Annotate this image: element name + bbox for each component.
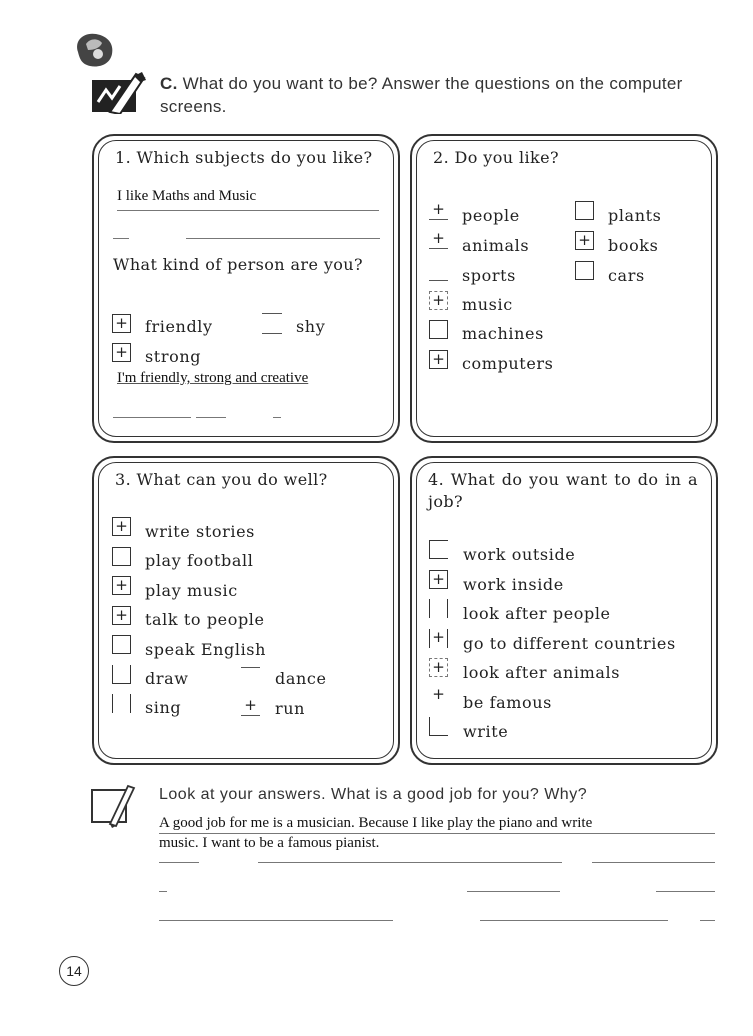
screen2-question: 2. Do you like? bbox=[433, 148, 559, 167]
checkbox-cars[interactable] bbox=[575, 261, 594, 280]
option-books: books bbox=[608, 236, 659, 255]
option-dance: dance bbox=[275, 669, 327, 688]
answer-line bbox=[196, 417, 226, 418]
option-shy: shy bbox=[296, 317, 326, 336]
exercise-instruction-text: What do you want to be? Answer the questions on the computer screens. bbox=[160, 74, 683, 116]
corner-decoration-icon bbox=[72, 30, 116, 74]
screen1-answer2-text: I'm friendly, strong and creative bbox=[117, 370, 309, 386]
screen4-question: 4. What do you want to do in a job? bbox=[428, 470, 698, 511]
checkbox-sing[interactable] bbox=[112, 694, 131, 713]
screen3-question: 3. What can you do well? bbox=[115, 470, 328, 489]
answer-line bbox=[117, 210, 379, 211]
checkbox-draw[interactable] bbox=[112, 665, 131, 684]
option-draw: draw bbox=[145, 669, 189, 688]
screen1-question1: 1. Which subjects do you like? bbox=[115, 148, 373, 167]
option-play-football: play football bbox=[145, 551, 254, 570]
screen-2 bbox=[410, 134, 718, 443]
option-look-after-people: look after people bbox=[463, 604, 611, 623]
option-play-music: play music bbox=[145, 581, 238, 600]
option-run: run bbox=[275, 699, 306, 718]
option-be-famous: be famous bbox=[463, 693, 552, 712]
checkbox-look-after-people[interactable] bbox=[429, 599, 448, 618]
writing-notebook-icon bbox=[88, 784, 148, 832]
checkbox-run[interactable]: + bbox=[241, 697, 260, 716]
checkbox-friendly[interactable]: + bbox=[112, 314, 131, 333]
checkbox-work-inside[interactable]: + bbox=[429, 570, 448, 589]
writing-prompt: Look at your answers. What is a good job for you? Why? bbox=[159, 786, 588, 803]
checkbox-be-famous[interactable]: + bbox=[432, 685, 445, 703]
screen1-question2: What kind of person are you? bbox=[113, 255, 363, 274]
answer-line bbox=[159, 920, 393, 921]
option-talk-to-people: talk to people bbox=[145, 610, 265, 629]
option-work-inside: work inside bbox=[463, 575, 564, 594]
screen-1 bbox=[92, 134, 400, 443]
option-work-outside: work outside bbox=[463, 545, 576, 564]
option-sing: sing bbox=[145, 698, 182, 717]
checkbox-plants[interactable] bbox=[575, 201, 594, 220]
option-machines: machines bbox=[462, 324, 544, 343]
answer-line bbox=[258, 862, 562, 863]
page-number: 14 bbox=[59, 956, 89, 986]
answer-line bbox=[113, 417, 191, 418]
checkbox-dance[interactable] bbox=[241, 667, 260, 686]
answer-line bbox=[700, 920, 715, 921]
checkbox-machines[interactable] bbox=[429, 320, 448, 339]
checkbox-sports[interactable] bbox=[429, 262, 448, 281]
option-cars: cars bbox=[608, 266, 645, 285]
checkbox-go-to-different-countries[interactable]: + bbox=[429, 629, 448, 648]
answer-line bbox=[273, 417, 281, 418]
checkbox-speak-english[interactable] bbox=[112, 635, 131, 654]
screen1-answer2[interactable] bbox=[117, 368, 308, 388]
answer-line bbox=[592, 862, 715, 863]
option-computers: computers bbox=[462, 354, 554, 373]
answer-line bbox=[159, 862, 199, 863]
answer-line bbox=[467, 891, 560, 892]
answer-line bbox=[186, 238, 380, 239]
option-people: people bbox=[462, 206, 520, 225]
answer-line bbox=[480, 920, 668, 921]
checkbox-people[interactable]: + bbox=[429, 201, 448, 220]
answer-line bbox=[113, 238, 129, 239]
checkbox-computers[interactable]: + bbox=[429, 350, 448, 369]
option-write-stories: write stories bbox=[145, 522, 255, 541]
exercise-pen-icon bbox=[90, 72, 150, 118]
exercise-letter: C. bbox=[160, 74, 178, 93]
option-plants: plants bbox=[608, 206, 662, 225]
checkbox-play-football[interactable] bbox=[112, 547, 131, 566]
checkbox-write-stories[interactable]: + bbox=[112, 517, 131, 536]
option-go-to-different-countries: go to different countries bbox=[463, 634, 676, 653]
checkbox-work-outside[interactable] bbox=[429, 540, 448, 559]
writing-answer-line2[interactable]: music. I want to be a famous pianist. bbox=[159, 835, 380, 851]
checkbox-shy[interactable] bbox=[262, 333, 282, 334]
option-sports: sports bbox=[462, 266, 516, 285]
screen1-answer1[interactable]: I like Maths and Music bbox=[117, 188, 257, 204]
checkbox-music[interactable]: + bbox=[429, 291, 448, 310]
checkbox-look-after-animals[interactable]: + bbox=[429, 658, 448, 677]
answer-line bbox=[656, 891, 715, 892]
checkbox-talk-to-people[interactable]: + bbox=[112, 606, 131, 625]
writing-answer-line1[interactable]: A good job for me is a musician. Because I like play the piano and write bbox=[159, 815, 593, 831]
option-music: music bbox=[462, 295, 513, 314]
exercise-instruction bbox=[160, 72, 720, 118]
checkbox-books[interactable]: + bbox=[575, 231, 594, 250]
checkbox-strong[interactable]: + bbox=[112, 343, 131, 362]
option-write: write bbox=[463, 722, 509, 741]
option-strong: strong bbox=[145, 347, 202, 366]
checkbox-play-music[interactable]: + bbox=[112, 576, 131, 595]
checkbox-shy-top bbox=[262, 313, 282, 314]
checkbox-animals[interactable]: + bbox=[429, 230, 448, 249]
checkbox-write[interactable] bbox=[429, 717, 448, 736]
option-animals: animals bbox=[462, 236, 530, 255]
option-speak-english: speak English bbox=[145, 640, 267, 659]
option-friendly: friendly bbox=[145, 317, 213, 336]
answer-line bbox=[159, 891, 167, 892]
option-look-after-animals: look after animals bbox=[463, 663, 621, 682]
